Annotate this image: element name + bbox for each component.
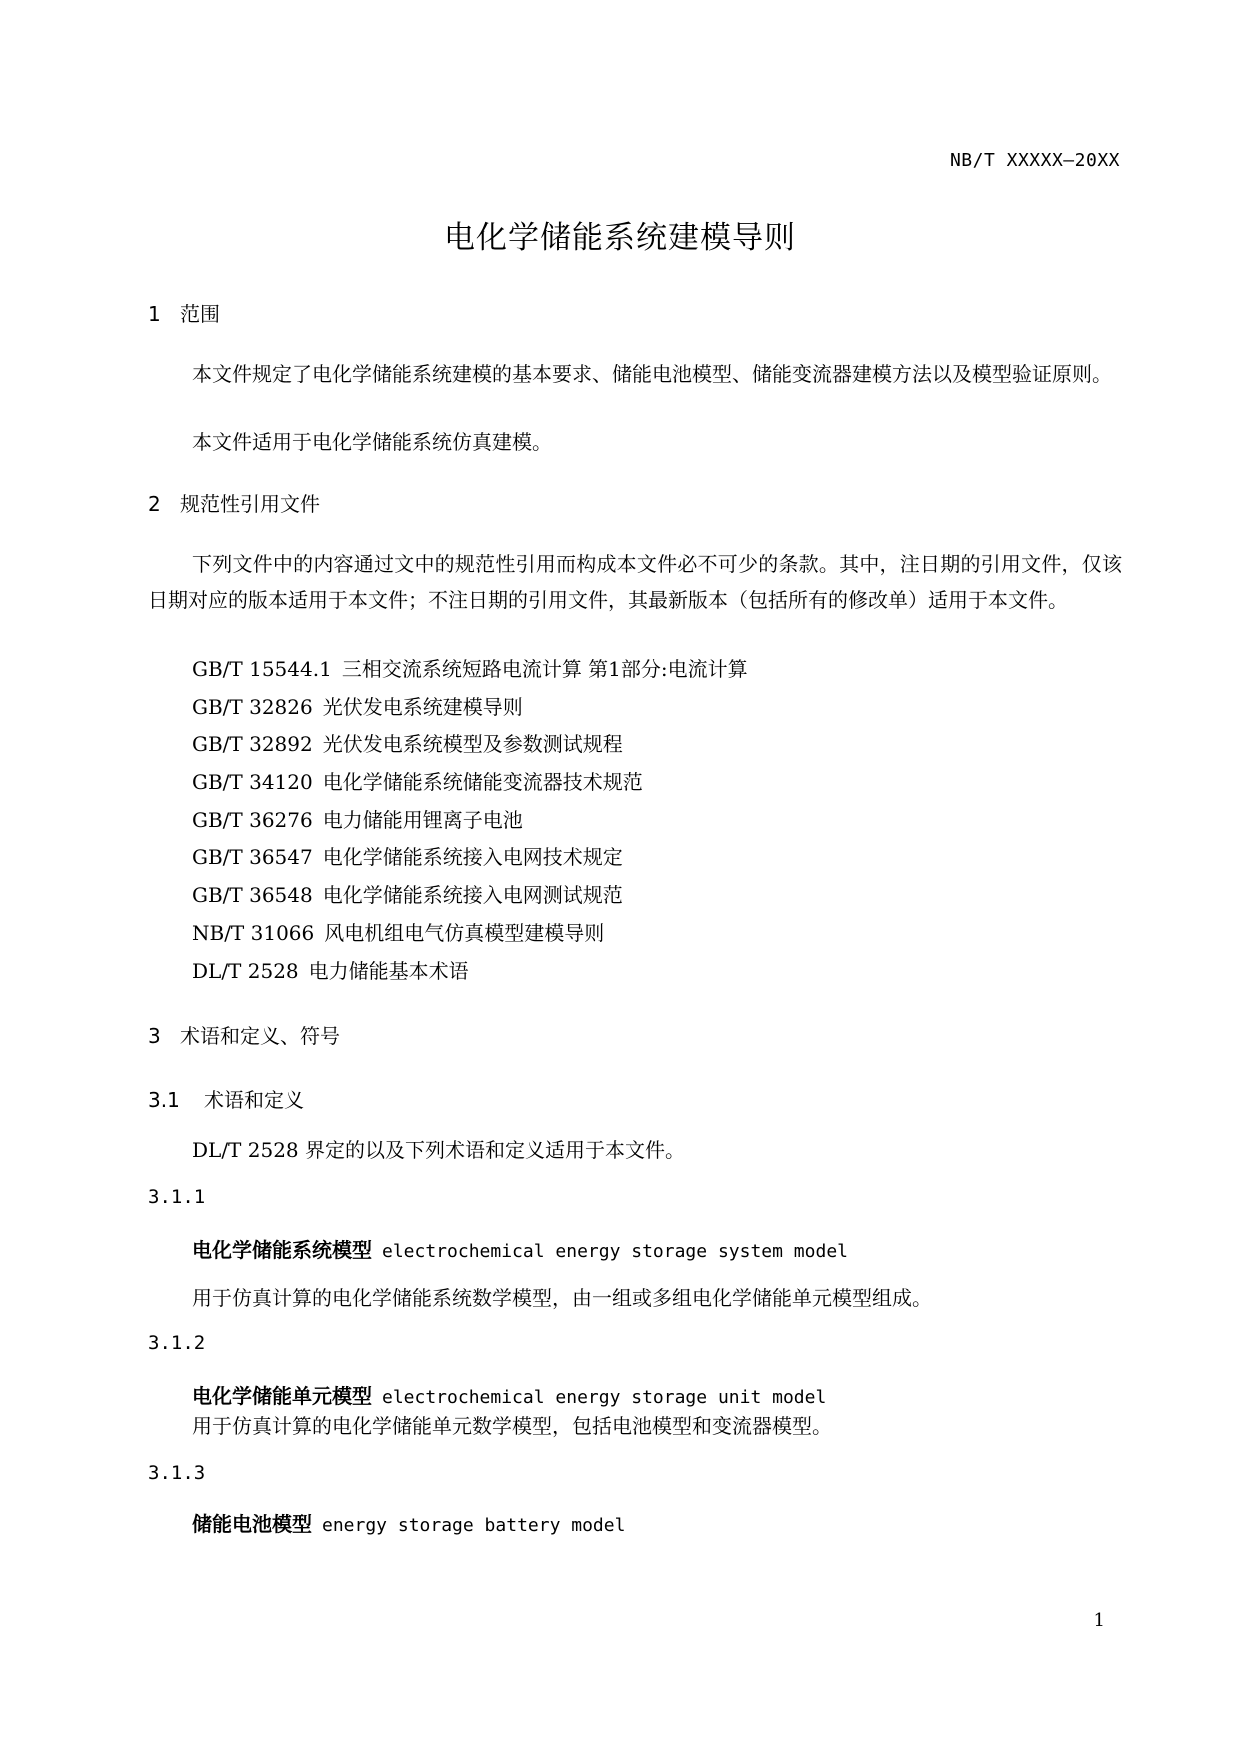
term-definition: 用于仿真计算的电化学储能系统数学模型，由一组或多组电化学储能单元模型组成。 <box>192 1286 932 1310</box>
term-chinese: 电化学储能单元模型 <box>192 1384 372 1408</box>
reference-item <box>192 842 748 880</box>
term-english: electrochemical energy storage system model <box>382 1241 848 1262</box>
reference-item <box>192 729 748 767</box>
clause-number: 3.1.2 <box>148 1332 206 1354</box>
scope-paragraph-1: 本文件规定了电化学储能系统建模的基本要求、储能电池模型、储能变流器建模方法以及模型验证原则。 <box>192 362 1112 386</box>
reference-title: 电化学储能系统储能变流器技术规范 <box>322 770 643 795</box>
term-english: electrochemical energy storage unit model <box>382 1387 827 1408</box>
page-number: 1 <box>1093 1610 1105 1631</box>
reference-code: DL/T 2528 <box>192 958 299 983</box>
section-title: 范围 <box>180 302 220 326</box>
section-heading-terms <box>148 1020 340 1049</box>
term-chinese: 储能电池模型 <box>192 1512 312 1536</box>
reference-title: 电化学储能系统接入电网技术规定 <box>322 845 623 870</box>
term-english: energy storage battery model <box>322 1515 626 1536</box>
term-definition: 用于仿真计算的电化学储能单元数学模型，包括电池模型和变流器模型。 <box>192 1414 832 1438</box>
subsection-heading-terms-definitions <box>148 1084 304 1113</box>
term-entry <box>192 1234 848 1263</box>
reference-code: GB/T 32892 <box>192 732 313 757</box>
term-entry <box>192 1380 826 1409</box>
normative-intro-paragraph: 下列文件中的内容通过文中的规范性引用而构成本文件必不可少的条款。其中，注日期的引用文件，仅该日期对应的版本适用于本文件；不注日期的引用文件，其最新版本（包括所有的修改单）适用于本文件。 <box>148 552 1122 612</box>
reference-code: GB/T 34120 <box>192 770 313 795</box>
subsection-title: 术语和定义 <box>204 1088 304 1112</box>
section-number: 3 <box>148 1024 161 1048</box>
reference-code: GB/T 36548 <box>192 883 313 908</box>
terms-intro: DL/T 2528 界定的以及下列术语和定义适用于本文件。 <box>192 1138 686 1162</box>
standard-code: NB/T XXXXX—20XX <box>949 150 1120 171</box>
reference-list <box>192 654 748 993</box>
subsection-number: 3.1 <box>148 1088 180 1112</box>
reference-item <box>192 880 748 918</box>
section-title: 规范性引用文件 <box>180 492 320 516</box>
reference-item <box>192 805 748 843</box>
clause-number: 3.1.1 <box>148 1186 206 1208</box>
reference-title: 电化学储能系统接入电网测试规范 <box>322 883 623 908</box>
reference-code: NB/T 31066 <box>192 920 315 945</box>
reference-item <box>192 654 748 692</box>
section-number: 1 <box>148 302 161 326</box>
section-heading-normative-references <box>148 488 320 517</box>
section-number: 2 <box>148 492 161 516</box>
reference-title: 电力储能用锂离子电池 <box>322 807 523 832</box>
section-title: 术语和定义、符号 <box>180 1024 340 1048</box>
reference-code: GB/T 36276 <box>192 807 313 832</box>
reference-title: 三相交流系统短路电流计算 第1部分:电流计算 <box>341 657 748 681</box>
reference-code: GB/T 36547 <box>192 845 313 870</box>
reference-code: GB/T 32826 <box>192 694 313 719</box>
reference-item <box>192 692 748 730</box>
term-chinese: 电化学储能系统模型 <box>192 1238 372 1262</box>
section-heading-scope <box>148 298 220 327</box>
reference-code: GB/T 15544.1 <box>192 657 332 681</box>
reference-title: 光伏发电系统模型及参数测试规程 <box>322 732 623 757</box>
reference-title: 光伏发电系统建模导则 <box>322 694 523 719</box>
reference-item <box>192 956 748 994</box>
reference-item <box>192 767 748 805</box>
clause-number: 3.1.3 <box>148 1462 206 1484</box>
reference-item <box>192 918 748 956</box>
reference-title: 电力储能基本术语 <box>308 958 469 983</box>
reference-title: 风电机组电气仿真模型建模导则 <box>324 920 605 945</box>
term-entry <box>192 1508 625 1537</box>
document-title: 电化学储能系统建模导则 <box>444 220 796 256</box>
scope-paragraph-2: 本文件适用于电化学储能系统仿真建模。 <box>192 430 552 454</box>
